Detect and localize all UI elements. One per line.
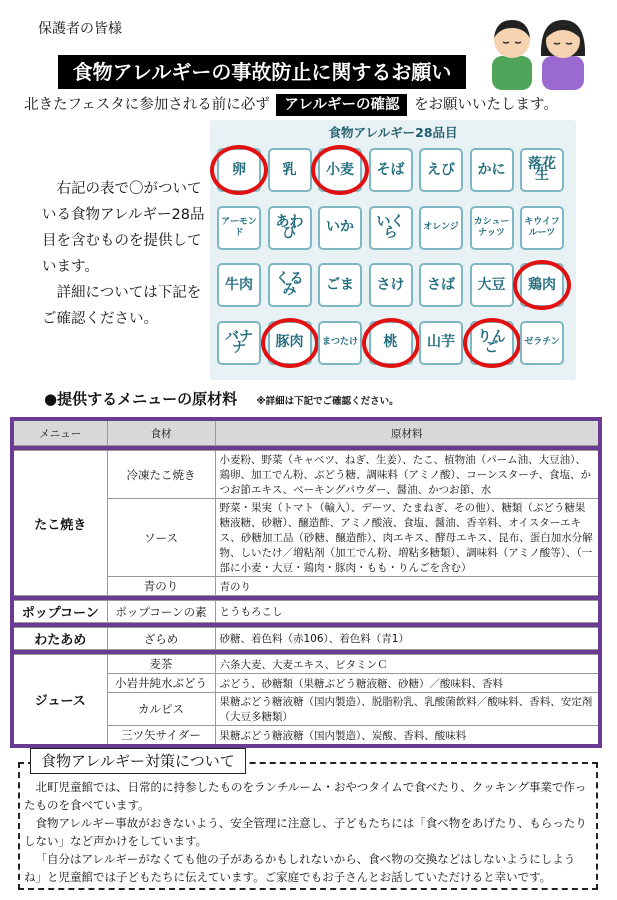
red-circle-mark (513, 260, 571, 310)
allergy-check-highlight: アレルギーの確認 (276, 94, 407, 116)
allergen-cell: あわび (268, 206, 312, 250)
allergen-cell: くるみ (268, 263, 312, 307)
allergen-panel (210, 120, 576, 380)
allergen-cell: カシューナッツ (470, 206, 514, 250)
ingredients: 果糖ぶどう糖液糖（国内製造）、炭酸、香料、酸味料 (215, 726, 600, 747)
ingredients: とうもろこし (215, 601, 600, 623)
allergen-cell: かに (470, 148, 514, 192)
allergen-cell: バナナ (217, 321, 261, 365)
allergen-cell: いくら (369, 206, 413, 250)
menu-name: ポップコーン (12, 601, 107, 623)
food-name: ポップコーンの素 (107, 601, 215, 623)
food-name: 三ツ矢サイダー (107, 726, 215, 747)
food-name: 麦茶 (107, 655, 215, 674)
measures-paragraph-3: 「自分はアレルギーがなくても他の子があるかもしれないから、食べ物の交換などはしないようにしようね」と児童館では子どもたちに伝えています。ご家庭でもお子さんとお話していただけると幸いです。 (24, 852, 576, 884)
food-name: 青のり (107, 577, 215, 596)
measures-text (24, 778, 590, 886)
header-menu: メニュー (12, 419, 107, 446)
allergen-cell: 落花生 (520, 148, 564, 192)
allergen-cell: えび (419, 148, 463, 192)
allergen-cell: 乳 (268, 148, 312, 192)
ingredients: ぶどう、砂糖類（果糖ぶどう糖液糖、砂糖）／酸味料、香料 (215, 674, 600, 693)
menu-name: たこ焼き (12, 451, 107, 596)
intro-before: 北きたフェスタに参加される前に必ず (24, 97, 270, 113)
ingredients: 砂糖、着色料（赤106）、着色料（青1） (215, 628, 600, 650)
allergen-cell: 豚肉 (268, 321, 312, 365)
allergen-cell: 鶏肉 (520, 263, 564, 307)
ingredients-table (10, 417, 602, 748)
allergen-cell: 桃 (369, 321, 413, 365)
red-circle-mark (261, 318, 319, 368)
header-food: 食材 (107, 419, 215, 446)
menu-name: わたあめ (12, 628, 107, 650)
food-name: カルピス (107, 693, 215, 726)
allergen-panel-title: 食物アレルギー28品目 (328, 125, 458, 140)
allergen-cell: キウイフルーツ (520, 206, 564, 250)
allergen-cell: オレンジ (419, 206, 463, 250)
food-name: ソース (107, 499, 215, 577)
allergen-cell: そば (369, 148, 413, 192)
red-circle-mark (210, 145, 268, 195)
ingredients: 野菜・果実（トマト（輸入）、デーツ、たまねぎ、その他）、糖類（ぶどう糖果糖液糖、砂糖）、醸造酢、アミノ酸液、食塩、醤油、香辛料、オイスターエキス、砂糖加工品（砂糖、醸造酢）、肉エキス、酵母エキス、昆布、蛋白加水分解物、しいたけ／増粘剤（加工でん粉、増粘多糖類）、調味料（アミノ酸等）、（一部に小麦・大豆・鶏肉・豚肉・もも・りんごを含む） (215, 499, 600, 577)
intro-line (24, 94, 558, 116)
allergen-cell: いか (318, 206, 362, 250)
measures-paragraph-1: 北町児童館では、日常的に持参したものをランチルーム・おやつタイムで食べたり、クッキング事業で作ったものを食べています。 (24, 780, 587, 812)
allergen-cell: 牛肉 (217, 263, 261, 307)
table-row (12, 451, 600, 499)
red-circle-mark (463, 318, 521, 368)
allergen-cell: 大豆 (470, 263, 514, 307)
bowing-man-icon (492, 20, 532, 90)
allergen-cell: まつたけ (318, 321, 362, 365)
greeting: 保護者の皆様 (38, 21, 122, 37)
red-circle-mark (362, 318, 420, 368)
explanation-paragraph-2: 詳細については下記をご確認ください。 (42, 285, 202, 327)
intro-after: をお願いいたします。 (414, 97, 558, 113)
allergen-cell: りんご (470, 321, 514, 365)
food-name: 冷凍たこ焼き (107, 451, 215, 499)
measures-paragraph-2: 食物アレルギー事故がおきないよう、安全管理に注意し、子どもたちには「食べ物をあげたり、もらったりしない」など声かけをしています。 (24, 816, 587, 848)
food-name: ざらめ (107, 628, 215, 650)
menu-heading-note: ※詳細は下記でご確認ください。 (256, 396, 399, 407)
allergen-cell: さば (419, 263, 463, 307)
allergen-explanation (42, 176, 212, 332)
ingredients: 青のり (215, 577, 600, 596)
page-title: 食物アレルギーの事故防止に関するお願い (58, 55, 466, 89)
allergen-cell: アーモンド (217, 206, 261, 250)
menu-heading-text: ●提供するメニューの原材料 (44, 390, 238, 408)
allergen-cell: ごま (318, 263, 362, 307)
menu-heading (44, 388, 399, 409)
table-row (12, 601, 600, 623)
food-name: 小岩井純水ぶどう (107, 674, 215, 693)
red-circle-mark (311, 145, 369, 195)
ingredients: 果糖ぶどう糖液糖（国内製造）、脱脂粉乳、乳酸菌飲料／酸味料、香料、安定剤（大豆多糖類） (215, 693, 600, 726)
allergen-cell: 小麦 (318, 148, 362, 192)
bowing-people-illustration (484, 12, 594, 90)
allergen-cell: ゼラチン (520, 321, 564, 365)
table-row (12, 655, 600, 674)
allergen-cell: さけ (369, 263, 413, 307)
table-header-row (12, 419, 600, 446)
ingredients: 六条大麦、大麦エキス、ビタミンＣ (215, 655, 600, 674)
table-row (12, 628, 600, 650)
explanation-paragraph-1: 右記の表で〇がついている食物アレルギー28品目を含むものを提供しています。 (42, 181, 205, 275)
menu-name: ジュース (12, 655, 107, 747)
ingredients: 小麦粉、野菜（キャベツ、ねぎ、生姜）、たこ、植物油（パーム油、大豆油）、鶏卵、加工でん粉、ぶどう糖、調味料（アミノ酸）、コーンスターチ、食塩、かつお節エキス、ベーキングパウダー、醤油、かつお節、水 (215, 451, 600, 499)
header-ingredients: 原材料 (215, 419, 600, 446)
bowing-woman-icon (541, 20, 585, 90)
allergen-cell: 山芋 (419, 321, 463, 365)
measures-title: 食物アレルギー対策について (30, 748, 246, 774)
allergen-cell: 卵 (217, 148, 261, 192)
